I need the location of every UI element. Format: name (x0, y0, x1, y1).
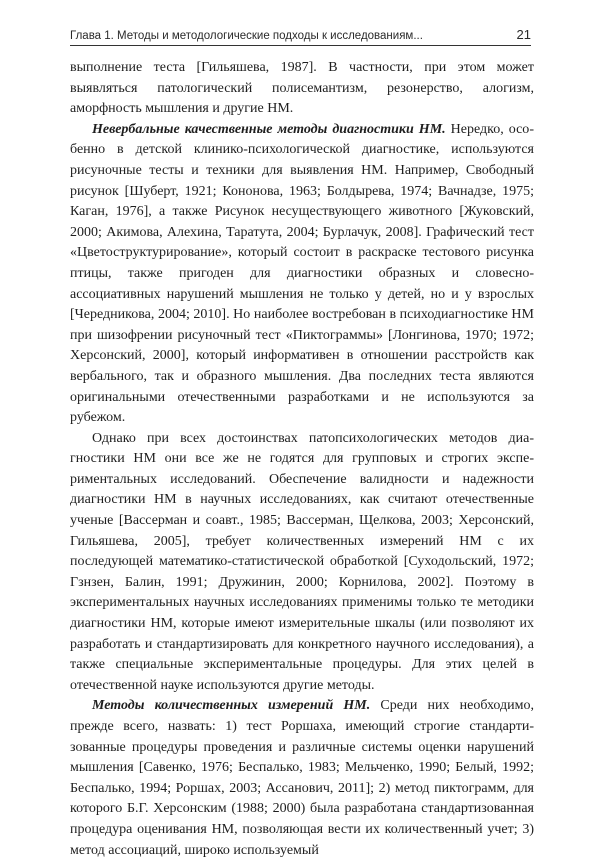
paragraph-4-lead: Методы количественных измерений НМ. (92, 698, 371, 714)
paragraph-4 (70, 696, 534, 861)
chapter-title: Глава 1. Методы и методологические подходы к исследованиям... (70, 30, 423, 42)
page-number: 21 (516, 27, 531, 42)
paragraph-3-text: Однако при всех достоинствах патопсихологических методов диагностики НМ они все же не годятся для групповых и строгих экспериментальных исследований. Обеспечение валидности и надежности диагностики НМ в научных исследованиях, как считают отечественные ученые [Вассерман и соавт., 1985; Вассерман, Щелкова, 2003; Херсонский, Гильяшева, 2005], требует количественных измерений НМ с их последующей математико-статистической обработкой [Суходольский, 1972; Гзнзен, Балин, 1991; Дружинин, 2000; Корнилова, 2002]. Поэтому в экспериментальных научных исследованиях применимы только те методики диагностики НМ, которые имеют измерительные шкалы (или позволяют их разработать и стандартизировать для конкретного научного исследования), а также специальные экспериментальные процедуры. Для этих целей в отечественной науке используются другие методы. (70, 430, 534, 693)
page-body (70, 58, 534, 861)
paragraph-4-text: Среди них необходимо, прежде всего, назвать: 1) тест Роршаха, имеющий строгие стандартизованные процедуры проведения и различные системы оценки нарушений мышления [Савенко, 1976; Беспалько, 1983; Мельченко, 1990; Белый, 1992; Беспалько, 1994; Роршах, 2003; Ассанович, 2011]; 2) метод пиктограмм, для которого Б.Г. Херсонским (1988; 2000) была разработана стандартизованная процедура оценивания НМ, позволяющая вести их количественный учет; 3) метод ассоциаций, широко используемый (70, 698, 534, 858)
paragraph-2 (70, 120, 534, 429)
paragraph-2-text: Нередко, особенно в детской клинико-психологической диагностике, используются рисуночные тесты и техники для выявления НМ. Например, Свободный рисунок [Шуберт, 1921; Кононова, 1963; Болдырева, 1974; Вачнадзе, 1975; Каган, 1976], а также Рисунок несуществующего животного [Жуковский, 2000; Акимова, Алехина, Таратута, 2004; Бурлачук, 2008]. Графический тест «Цветоструктурирование», который состоит в раскраске тестового рисунка птицы, также пригоден для диагностики образных и словесно-ассоциативных нарушений мышления не только у детей, но и у взрослых [Чередникова, 2004; 2010]. Но наиболее востребован в психодиагностике НМ при шизофрении рисуночный тест «Пиктограммы» [Лонгинова, 1970; 1972; Херсонский, 2000], который информативен в отношении расстройств как вербального, так и образного мышления. Два последних теста являются оригинальными отечественными разработками и не используются за рубежом. (70, 121, 534, 426)
paragraph-3 (70, 429, 534, 697)
paragraph-1 (70, 58, 534, 120)
running-header (70, 22, 531, 46)
paragraph-1-text: выполнение теста [Гильяшева, 1987]. В частности, при этом может выявляться патологический полисемантизм, резонерство, алогизм, аморфность мышления и другие НМ. (70, 60, 534, 117)
paragraph-2-lead: Невербальные качественные методы диагностики НМ. (92, 121, 446, 137)
